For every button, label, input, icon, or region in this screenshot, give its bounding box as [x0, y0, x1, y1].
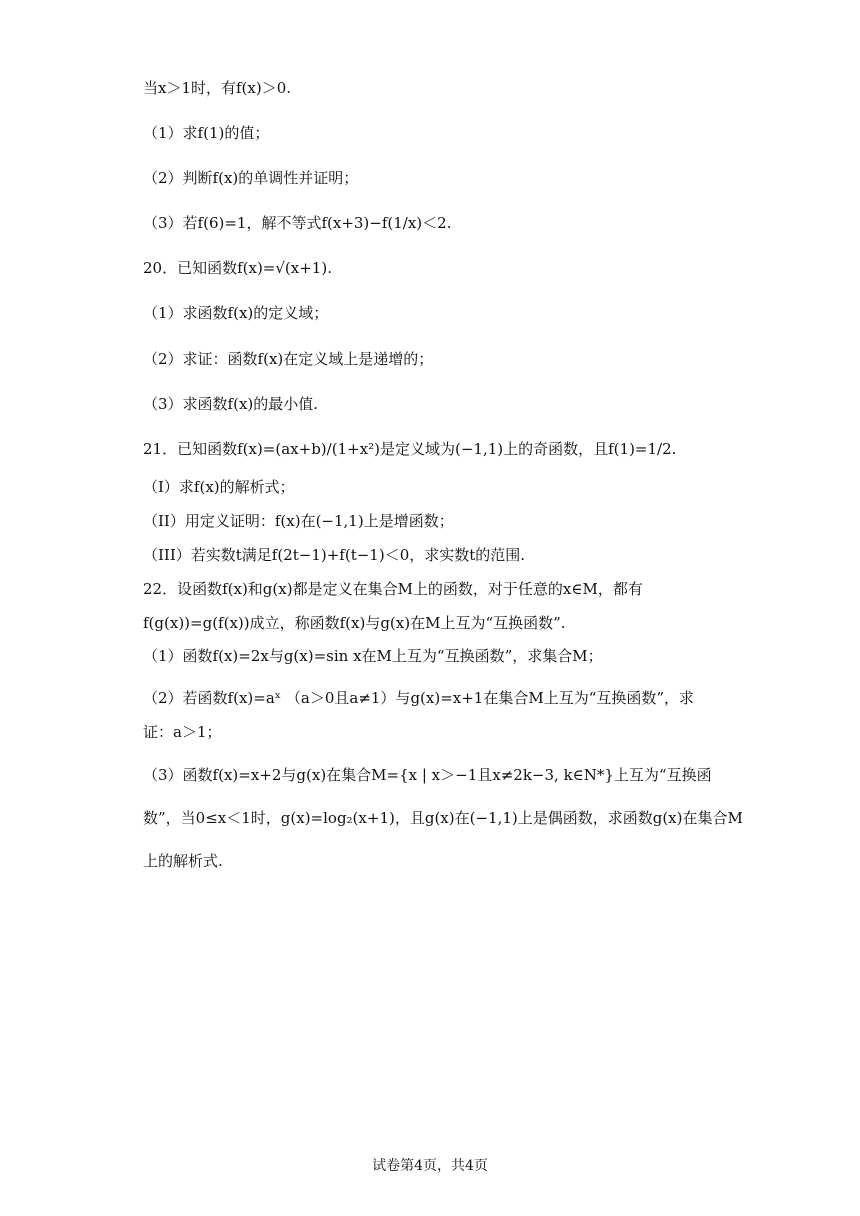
text-line: （2）求证：函数f(x)在定义域上是递增的；	[143, 350, 434, 368]
text-line: （2）若函数f(x)=aˣ （a＞0且a≠1）与g(x)=x+1在集合M上互为“互换函数”，求	[143, 689, 695, 707]
text-line: （3）若f(6)=1，解不等式f(x+3)−f(1/x)＜2.	[143, 214, 452, 232]
text-line: 证：a＞1；	[143, 723, 222, 741]
text-line: （2）判断f(x)的单调性并证明；	[143, 169, 359, 187]
text-line: （1）函数f(x)=2x与g(x)=sin x在M上互为“互换函数”，求集合M；	[143, 647, 603, 665]
text-line: 数”，当0≤x＜1时，g(x)=log₂(x+1)，且g(x)在(−1,1)上是偶函数，求函数g(x)在集合M	[143, 809, 743, 827]
text-line: （III）若实数t满足f(2t−1)+f(t−1)＜0，求实数t的范围.	[143, 546, 526, 564]
text-line: （II）用定义证明：f(x)在(−1,1)上是增函数；	[143, 512, 454, 530]
text-line: （I）求f(x)的解析式；	[143, 478, 295, 496]
text-line: （3）求函数f(x)的最小值.	[143, 395, 319, 413]
text-line: （1）求函数f(x)的定义域；	[143, 304, 329, 322]
text-line: f(g(x))=g(f(x))成立，称函数f(x)与g(x)在M上互为“互换函数”.	[143, 614, 566, 632]
page-footer: 试卷第4页，共4页	[372, 1158, 488, 1174]
text-line: （3）函数f(x)=x+2与g(x)在集合M={x | x＞−1且x≠2k−3, k∈N*}上互为“互换函	[143, 766, 712, 784]
question-20-title: 20．已知函数f(x)=√(x+1).	[143, 259, 332, 277]
text-line: （1）求f(1)的值；	[143, 124, 270, 142]
question-21-title: 21．已知函数f(x)=(ax+b)/(1+x²)是定义域为(−1,1)上的奇函数，且f(1)=1/2.	[143, 440, 677, 458]
text-line: 上的解析式.	[143, 852, 223, 870]
question-22-title: 22．设函数f(x)和g(x)都是定义在集合M上的函数，对于任意的x∈M，都有	[143, 580, 643, 598]
text-line: 当x＞1时，有f(x)＞0.	[143, 79, 292, 97]
